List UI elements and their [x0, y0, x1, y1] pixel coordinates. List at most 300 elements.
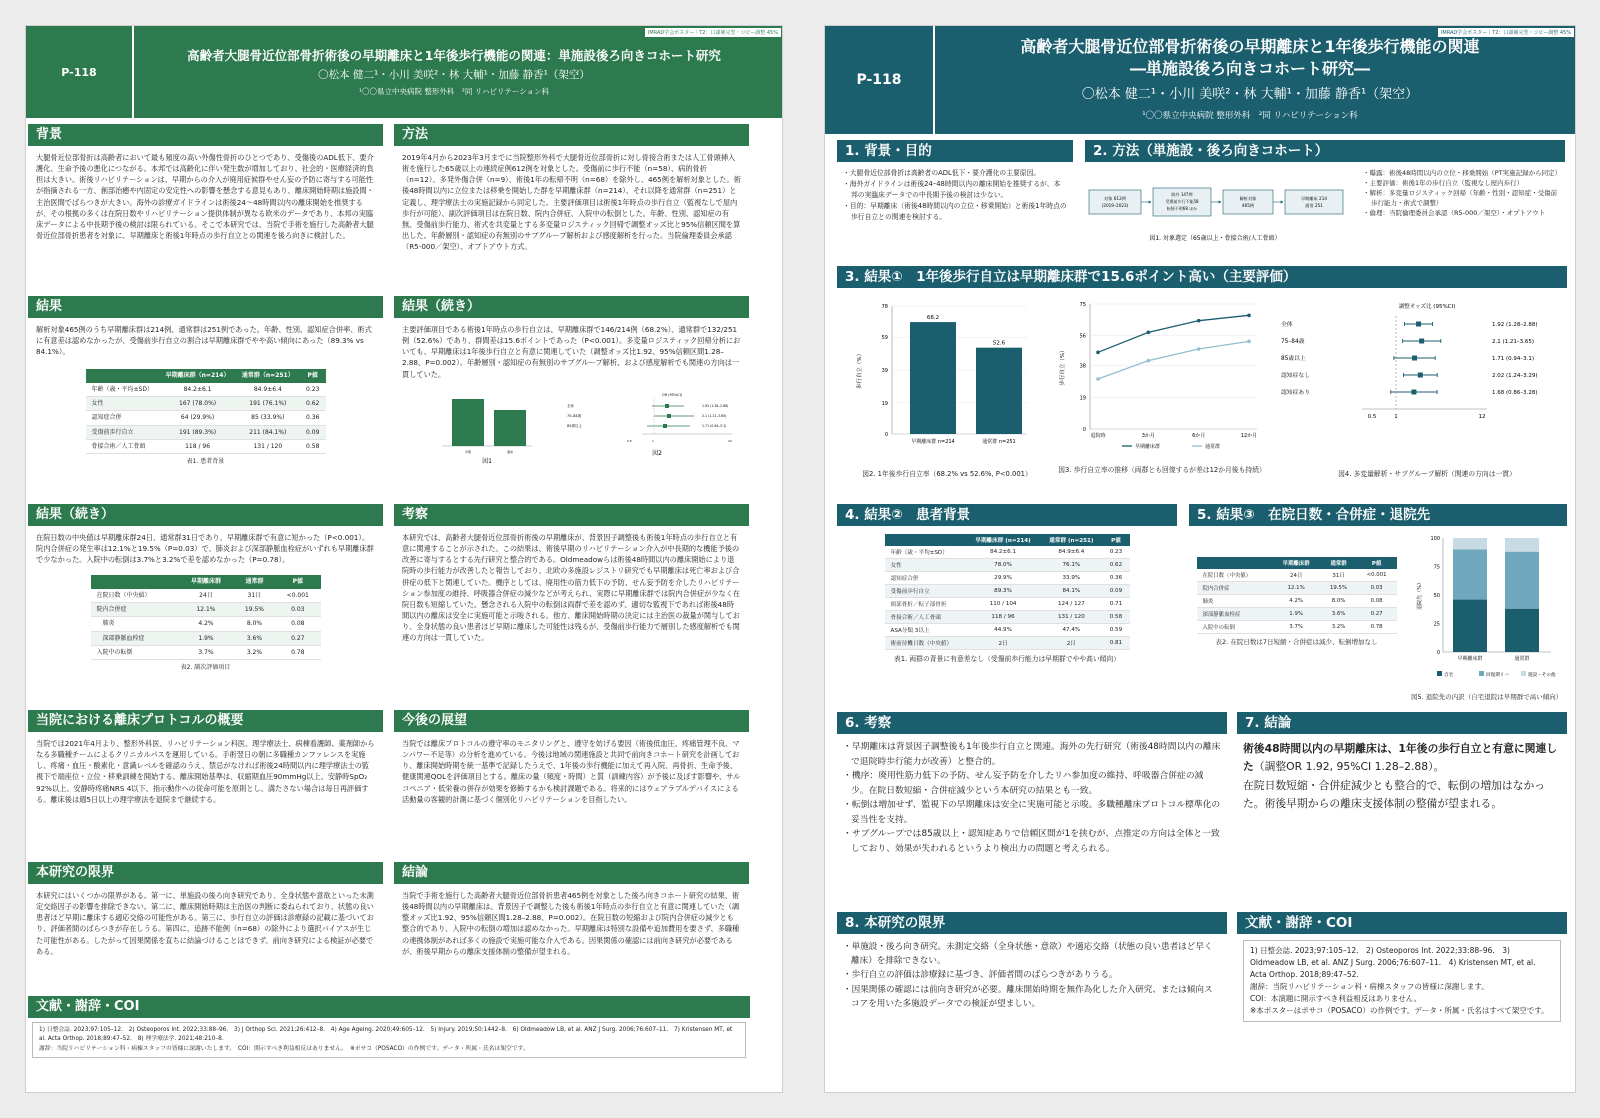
table-cell: 0.23	[300, 383, 326, 397]
stacked-bar-segment	[1453, 600, 1487, 652]
table-header-cell: P値	[275, 575, 320, 588]
odds-ratio-label: 1.71 (0.94–3.1)	[1492, 356, 1535, 362]
bar	[910, 322, 956, 434]
table-row	[1197, 608, 1397, 621]
mini-forest-point	[663, 424, 667, 428]
table-secondary-outcomes	[1197, 557, 1397, 634]
table-cell: 8.0%	[1320, 595, 1356, 608]
section-results-secondary	[1189, 504, 1567, 714]
section-methods	[1085, 140, 1565, 260]
x-tick-label: 0.5	[1367, 414, 1377, 420]
section-title: 結果	[28, 296, 383, 318]
table-cell: 78.0%	[966, 559, 1040, 572]
legend-label: 回復期リハ	[1486, 673, 1509, 678]
table-cell: 124 / 127	[1040, 598, 1102, 611]
subgroup-label: 認知症なし	[1281, 373, 1310, 379]
poster-version-a	[25, 25, 783, 1093]
poster-title-line2: ―単施設後ろ向きコホート研究―	[1129, 58, 1370, 78]
table-cell: 3.7%	[1272, 621, 1321, 634]
list-item: ・ 因果関係の確認には前向き研究が必要。離床開始時期を無作為化した介入研究、または傾向スコアを用いた多施設データでの検証が望ましい。	[843, 983, 1221, 1011]
bar	[976, 348, 1022, 434]
table-cell: 118 / 96	[159, 439, 235, 453]
table-cell: 191 (89.3%)	[159, 425, 235, 439]
table-cell: 0.27	[275, 631, 320, 645]
flow-text: 通常 251	[1305, 203, 1323, 208]
section-text: 主要評価項目である術後1年時点の歩行自立は、早期離床群で146/214例（68.2%）、通常群で132/251例（52.6%）であり、群間差は15.6ポイントであった（P<0.001）。多変量ロジスティック回帰分析においても、早期離床は1年後歩行自立と有意に関連していた（調整オッズ比1.92、95%信頼区間1.28–2.88、P=0.002）。年齢層別・認知症の有無別のサブグループ解析、および感度解析でも関連の方向は一貫していた。	[402, 325, 741, 379]
section-title: 結果（続き）	[394, 296, 749, 318]
section-results-primary	[837, 266, 1567, 496]
table-cell: 3.2%	[234, 645, 275, 659]
table-row	[1197, 621, 1397, 634]
table-cell: 0.08	[1357, 595, 1397, 608]
poster-id: P-118	[26, 26, 134, 118]
section-title: 考察	[394, 504, 749, 526]
table-cell: 84.2±6.1	[966, 546, 1040, 559]
table-row	[91, 603, 321, 617]
bar-value-label: 68.2	[926, 315, 940, 322]
section-title: 本研究の限界	[28, 862, 383, 884]
table-cell: 0.36	[300, 411, 326, 425]
table-row	[885, 546, 1130, 559]
data-point	[1247, 314, 1251, 318]
y-tick-label: 75	[1433, 564, 1440, 571]
authors: 〇松本 健二¹・小川 美咲²・林 大輔¹・加藤 静香¹（架空）	[1081, 87, 1419, 102]
figure1-caption: 図1. 対象選定（65歳以上・骨接合術/人工骨頭）	[1149, 235, 1281, 242]
table-cell: 骨接合術／人工骨頭	[885, 611, 966, 624]
mini-forest-tick: 12	[728, 438, 732, 443]
table-cell: 118 / 96	[966, 611, 1040, 624]
section-title: 結論	[394, 862, 749, 884]
table-cell: 24日	[1272, 569, 1321, 582]
section-text: 在院日数の中央値は早期離床群24日、通常群31日であり、早期離床群で有意に短かった（P<0.001）。院内合併症の発生率は12.1%と19.5%（P=0.03）で、肺炎および深部静脈血栓症がいずれも早期離床群で少なかった。入院中の転倒は3.7%と3.2%で差を認めなかった（P=0.78）。	[36, 533, 374, 565]
odds-ratio-label: 1.68 (0.86–3.28)	[1492, 390, 1538, 396]
legend-label: 施設・その他	[1528, 673, 1556, 678]
table-cell: 3.6%	[1320, 608, 1356, 621]
affiliations: ¹〇〇県立中央病院 整形外科 ²同 リハビリテーション科	[1142, 111, 1358, 121]
mini-forest-tick: 1	[652, 438, 654, 443]
subgroup-label: 85歳以上	[1281, 356, 1306, 362]
data-point	[1247, 340, 1251, 344]
table-row	[885, 637, 1130, 650]
section-background-aim	[837, 140, 1073, 250]
mini-forest-label: 85歳以上	[567, 423, 582, 428]
list-item: ・ 海外ガイドラインは術後24–48時間以内の離床開始を推奨するが、本邦の実臨床データでの中長期予後の検討は少ない。	[843, 179, 1067, 201]
x-tick-label: 通常群	[1514, 656, 1530, 662]
mini-forest-ci: 2.1 (1.21–3.65)	[702, 413, 727, 418]
section-title: 方法	[394, 124, 749, 146]
table-cell: 19.5%	[234, 603, 275, 617]
table-cell: 0.23	[1102, 546, 1129, 559]
table-cell: 院内合併症	[1197, 582, 1272, 595]
section-conclusion	[1237, 712, 1567, 902]
mini-bar-label: 早期	[464, 449, 472, 454]
x-tick-label: 早期離床群 n=214	[911, 439, 955, 445]
poster-version-b	[824, 25, 1576, 1093]
mini-bar-early	[452, 399, 484, 446]
table-secondary-outcomes	[91, 575, 321, 660]
data-point	[1197, 319, 1201, 323]
table-header-cell: 早期離床群（n=214）	[159, 369, 235, 382]
table-caption: 表2. 在院日数は7日短縮・合併症は減少、転倒増加なし	[1215, 638, 1378, 646]
section-text: 2019年4月から2023年3月までに当院整形外科で大腿骨近位部骨折に対し骨接合術または人工骨頭挿入術を施行した65歳以上の連続症例612例を対象とした。受傷前に歩行不能（n=58）、病的骨折（n=12）、多発外傷合併（n=9）、術後1年の転帰不明（n=68）を除外し、465例を解析対象とした。術後48時間以内に立位または移乗を開始した群を早期離床群（n=214）、それ以降を通常群（n=251）と定義し、理学療法士の実施記録から同定した。主要評価項目は術後1年時点の歩行自立（監視なしで屋内歩行が可能）、副次評価項目は在院日数、院内合併症、入院中の転倒とした。年齢、性別、認知症の有無、受傷前歩行能力、術式を共変量とする多変量ロジスティック回帰で調整オッズ比と95%信頼区間を算出した。年齢層別・認知症の有無別のサブグループ解析および感度解析を行った。当院倫理委員会承認（R5-000／架空）、オプトアウト方式。	[402, 153, 741, 252]
y-axis-label: 歩行自立（%）	[857, 350, 863, 390]
flow-box-analysed	[1223, 190, 1273, 214]
mini-figure1-caption: 図1	[482, 457, 492, 465]
flow-text: 465例	[1241, 203, 1255, 208]
table-header-cell: P値	[1357, 557, 1397, 569]
table-cell: 入院中の転倒	[1197, 621, 1272, 634]
table-cell: 肺炎	[1197, 595, 1272, 608]
section-results-background	[837, 504, 1177, 704]
table-caption: 表1. 患者背景	[186, 458, 225, 466]
section-title: 4. 結果② 患者背景	[837, 504, 1177, 526]
y-axis-label: 退院先（%）	[1417, 580, 1423, 610]
list-item: ・ 転倒は増加せず、監視下の早期離床は安全に実施可能と示唆。多職種離床プロトコル標準化の妥当性を支持。	[843, 798, 1221, 827]
table-row	[885, 624, 1130, 637]
table-cell: 0.03	[1357, 582, 1397, 595]
table-cell: 3.2%	[1320, 621, 1356, 634]
data-point	[1147, 359, 1151, 363]
figure5-stacked-bar	[1411, 530, 1561, 690]
section-text: 解析対象465例のうち早期離床群は214例、通常群は251例であった。年齢、性別、認知症合併率、術式に有意差は認めなかったが、受傷前歩行自立の割合は早期離床群でやや高い傾向にあった（89.3% vs 84.1%）。	[36, 325, 372, 357]
table-cell: 3.6%	[234, 631, 275, 645]
list-item: ・ 単施設・後ろ向き研究。未測定交絡（全身状態・意欲）や適応交絡（状態の良い患者ほど早く離床）を排除できない。	[843, 940, 1221, 968]
table-header-cell: 通常群（n=251）	[236, 369, 300, 382]
template-tag: IMRAD学会ポスター｜T2：口頭補完型・コピー調整 45%	[1438, 28, 1574, 37]
y-axis-label: 歩行自立（%）	[1060, 347, 1066, 386]
table-cell: 47.4%	[1040, 624, 1102, 637]
subgroup-label: 75–84歳	[1281, 339, 1305, 345]
table-cell: 19.5%	[1320, 582, 1356, 595]
methods-bullets	[1363, 168, 1563, 218]
table-cell: 受傷前歩行自立	[86, 425, 160, 439]
poster-a-header	[26, 26, 783, 118]
legend-label: 通常群	[1205, 444, 1221, 450]
data-point	[1197, 347, 1201, 351]
section-future	[394, 710, 749, 860]
table-cell: 0.03	[275, 603, 320, 617]
table-cell: 4.2%	[1272, 595, 1321, 608]
section-title: 背景	[28, 124, 383, 146]
table-row	[91, 617, 321, 631]
table-cell: 0.78	[1357, 621, 1397, 634]
y-tick-label: 56	[1079, 333, 1086, 340]
figure2-caption: 図2. 1年後歩行自立率（68.2% vs 52.6%, P<0.001）	[862, 470, 1032, 478]
section-background	[28, 124, 383, 304]
table-cell: 12.1%	[178, 603, 234, 617]
table-cell: 在院日数（中央値）	[1197, 569, 1272, 582]
conclusion-stat: （調整OR 1.92, 95%CI 1.28–2.88）。	[1253, 760, 1445, 774]
references-list: 1) 日整会誌. 2023;97:105–12. 2) Osteoporos Int. 2022;33:88–96. 3) Oldmeadow LB, et al. ANZ J Surg. 2006;76:607–11. 4) Kristensen MT, et al. Acta Orthop. 2018;89:47–52.	[1250, 946, 1536, 979]
y-tick-label: 50	[1433, 593, 1440, 599]
section-title: 8. 本研究の限界	[837, 912, 1227, 934]
odds-ratio-label: 2.02 (1.24–3.29)	[1492, 373, 1538, 379]
table-cell: 認知症合併	[86, 411, 160, 425]
table-header-cell	[86, 369, 160, 382]
mini-forest-ci: 1.71 (0.94–3.1)	[702, 423, 727, 428]
mini-forest-point	[667, 414, 671, 418]
figure4-caption: 図4. 多変量解析・サブグループ解析（関連の方向は一貫）	[1338, 470, 1516, 478]
mini-bar-usual	[494, 410, 526, 446]
section-text: 当院では2021年4月より、整形外科医、リハビリテーション科医、理学療法士、病棟看護師、薬剤師からなる多職種チームによるクリニカルパスを運用している。手術翌日の朝に多職種カンファレンスを実施し、疼痛・血圧・酸素化・意識レベルを確認のうえ、禁忌がなければ術後24時間以内に理学療法士の監視下で端座位・立位・移乗訓練を開始する。離床開始基準は、収縮期血圧90mmHg以上、安静時SpO₂ 92%以上、安静時疼痛NRS 4以下、指示動作への従命可能を原則とし、満たさない場合は毎日再評価する。離床後は週5日以上の理学療法を退院まで継続する。	[36, 739, 375, 804]
flow-text: (2019–2023)	[1101, 203, 1129, 208]
table-cell: <0.001	[275, 589, 320, 603]
y-tick-label: 19	[881, 400, 888, 407]
table-cell: 167 (78.0%)	[159, 397, 235, 411]
table-cell: 2日	[966, 637, 1040, 650]
conclusion-key-finding: 術後48時間以内の早期離床は、1年後の歩行自立と有意に関連した	[1243, 742, 1558, 774]
forest-header: 調整オッズ比 (95%CI)	[1398, 304, 1456, 310]
table-cell: 2日	[1040, 637, 1102, 650]
table-cell: 1.9%	[178, 631, 234, 645]
table-cell: 在院日数（中央値）	[91, 589, 179, 603]
table-cell: 76.1%	[1040, 559, 1102, 572]
table-cell: 0.81	[1102, 637, 1129, 650]
table-cell: 84.9±6.4	[236, 383, 300, 397]
mini-forest-header: OR (95%CI)	[661, 392, 683, 397]
table-cell: 受傷前歩行自立	[885, 585, 966, 598]
odds-ratio-point	[1411, 390, 1416, 395]
mini-bar-chart	[442, 399, 532, 465]
section-protocol	[28, 710, 383, 860]
section-results-cont	[394, 296, 749, 496]
y-tick-label: 75	[1079, 302, 1086, 308]
table-cell: 33.9%	[1040, 572, 1102, 585]
table-cell: 深部静脈血栓症	[91, 631, 179, 645]
x-tick-label: 通常群 n=251	[982, 439, 1016, 445]
odds-ratio-point	[1418, 373, 1423, 378]
legend-swatch	[1479, 671, 1484, 676]
x-tick-label: 12	[1478, 414, 1486, 420]
section-text: 本研究では、高齢者大腿骨近位部骨折術後の早期離床が、背景因子調整後も術後1年時点の歩行自立と有意に関連することが示された。この結果は、術後早期のリハビリテーション介入が中長期的な機能予後の改善に寄与するとする先行研究と整合的である。Oldmeadowらは術後48時間以内の離床開始により退院時の歩行能力が改善したと報告しており、北欧の多施設レジストリ研究でも早期離床は死亡率および合併症の低下と関連していた。機序としては、廃用性の筋力低下の予防、せん妄予防を介したリハビリテーション参加度の維持、呼吸器合併症の減少などが考えられ、実際に早期離床群では院内合併症が少なく在院日数も短縮していた。懸念される入院中の転倒は両群で差を認めず、適切な監視下であれば術後48時間以内の離床は安全に実施可能と示唆される。他方、離床開始時期の決定には主治医の裁量が関与しており、全身状態の良い患者ほど早期に離床した可能性は残るが、受傷前歩行能力で層別した感度解析でも関連の方向は一貫していた。	[402, 533, 741, 643]
odds-ratio-point	[1416, 322, 1421, 327]
list-item: ・ 解析：多変量ロジスティック回帰（年齢・性別・認知症・受傷前歩行能力・術式で調整）	[1363, 188, 1563, 208]
table-cell: 女性	[885, 559, 966, 572]
stacked-bar-segment	[1505, 538, 1539, 552]
x-tick-label: 3か月	[1141, 433, 1155, 439]
table-cell: 1.9%	[1272, 608, 1321, 621]
list-item: ・ 機序：廃用性筋力低下の予防、せん妄予防を介したリハ参加度の維持、呼吸器合併症の減少。在院日数短縮・合併症減少という本研究の結果とも一致。	[843, 769, 1221, 798]
section-title: 結果（続き）	[28, 504, 383, 526]
legend-swatch	[1437, 671, 1442, 676]
table-row	[885, 611, 1130, 624]
table-row	[91, 589, 321, 603]
acknowledgement: 謝辞：当院リハビリテーション科・病棟スタッフの皆様に深謝します。	[1250, 982, 1489, 991]
conclusion-text	[1237, 734, 1567, 813]
section-title: 文献・謝辞・COI	[1237, 912, 1567, 934]
table-cell: 院内合併症	[91, 603, 179, 617]
table-cell: 年齢（歳・平均±SD）	[885, 546, 966, 559]
table-caption: 表2. 副次評価項目	[180, 664, 231, 672]
figure4-forest-plot	[1277, 294, 1567, 464]
table-cell: 0.08	[275, 617, 320, 631]
table-cell: <0.001	[1357, 569, 1397, 582]
legend-swatch	[1521, 671, 1526, 676]
table-header-cell: 早期離床群	[178, 575, 234, 588]
data-point	[1096, 377, 1100, 381]
section-references	[28, 996, 750, 1066]
table-cell: 3.7%	[178, 645, 234, 659]
list-item: ・ 曝露：術後48時間以内の立位・移乗開始（PT実施記録から同定）	[1363, 168, 1563, 178]
odds-ratio-label: 1.92 (1.28–2.88)	[1492, 322, 1538, 328]
section-title: 1. 背景・目的	[837, 140, 1073, 162]
table-header-cell	[91, 575, 179, 588]
table-cell: 191 (76.1%)	[236, 397, 300, 411]
table-cell: 0.62	[1102, 559, 1129, 572]
table-row	[1197, 595, 1397, 608]
mini-forest-ci: 1.92 (1.28–2.88)	[702, 403, 729, 408]
table-cell: 認知症合併	[885, 572, 966, 585]
table-row	[885, 559, 1130, 572]
y-tick-label: 39	[881, 368, 888, 374]
section-text: 当院で手術を施行した高齢者大腿骨近位部骨折患者465例を対象とした後ろ向きコホート研究の結果、術後48時間以内の早期離床は、背景因子で調整した後も術後1年時点の歩行自立と有意に関連していた（調整オッズ比1.92、95%信頼区間1.28–2.88、P=0.002）。在院日数の短縮および院内合併症の減少とも整合的であり、入院中の転倒の増加は認めなかった。早期離床は特別な設備や追加費用を要さず、多職種の連携体制があれば多くの施設で実施可能な介入である。因果関係の確認には前向き研究が必要であるが、術後早期からの離床支援体制の整備が望まれる。	[402, 891, 740, 956]
mini-forest-plot	[567, 393, 732, 457]
template-tag: IMRAD学会ポスター｜T2：口頭補完型・コピー調整 45%	[645, 28, 781, 37]
discussion-bullets	[837, 734, 1227, 856]
table-row	[885, 572, 1130, 585]
figure3-caption: 図3. 歩行自立率の推移（両群とも回復するが差は12か月後も持続）	[1058, 466, 1266, 474]
y-tick-label: 38	[1079, 363, 1086, 370]
section-limitations	[837, 912, 1227, 1052]
table-row	[1197, 569, 1397, 582]
table-caption: 表1. 両群の背景に有意差なし（受傷前歩行能力は早期群でやや高い傾向）	[893, 655, 1121, 663]
table-row	[91, 631, 321, 645]
table-cell: 64 (29.9%)	[159, 411, 235, 425]
table-cell: 0.62	[300, 397, 326, 411]
flow-text: 除外 147例	[1171, 192, 1193, 197]
list-item: ・ 目的：早期離床（術後48時間以内の立位・移乗開始）と術後1年時点の歩行自立との関連を検討する。	[843, 201, 1067, 223]
table-cell: 0.27	[1357, 608, 1397, 621]
table-row	[86, 425, 326, 439]
table-cell: 211 (84.1%)	[236, 425, 300, 439]
table-cell: 0.09	[300, 425, 326, 439]
legend-label: 早期離床群	[1135, 444, 1161, 450]
section-methods	[394, 124, 749, 304]
table-cell: 0.58	[300, 439, 326, 453]
mini-figure2-caption: 図2	[652, 449, 662, 457]
disclaimer-note: ※本ポスターはポサコ（POSACO）の作例です。データ・所属・氏名はすべて架空です。	[1250, 1006, 1549, 1015]
section-discussion	[394, 504, 749, 704]
table-cell: 0.09	[1102, 585, 1129, 598]
x-tick-label: 12か月	[1240, 433, 1258, 439]
x-tick-label: 早期離床群	[1457, 656, 1483, 662]
section-text: 本研究にはいくつかの限界がある。第一に、単施設の後ろ向き研究であり、全身状態や意欲といった未測定交絡因子の影響を排除できない。第二に、離床開始時期は主治医の判断に委ねられており、状態の良い患者ほど早期に離床する適応交絡の可能性がある。第三に、歩行自立の評価は診療録の記載に基づいており、評価者間のばらつきが存在しうる。第四に、追跡不能例（n=68）の除外により選択バイアスが生じた可能性がある。したがって因果関係を直ちに結論づけることはできず、前向き研究による検証が必要である。	[36, 891, 374, 956]
x-tick-label: 6か月	[1192, 433, 1206, 439]
table-cell: 0.71	[1102, 598, 1129, 611]
odds-ratio-point	[1412, 356, 1417, 361]
section-discussion	[837, 712, 1227, 902]
figure3-line-chart	[1052, 294, 1272, 464]
references-list: 1) 日整会誌. 2023;97:105–12. 2) Osteoporos Int. 2022;33:88–96. 3) J Orthop Sci. 2021;26:412–8. 4) Age Ageing. 2020;49:605–12. 5) Injury. 2019;50:1442–8. 6) Oldmeadow LB, et al. ANZ J Surg. 2006;76:607–11. 7) Kristensen MT, et al. Acta Orthop. 2018;89:47–52. 8) 理学療法学. 2021;48:210–8.	[39, 1027, 733, 1043]
section-title: 3. 結果① 1年後歩行自立は早期離床群で15.6ポイント高い（主要評価）	[837, 266, 1567, 288]
table-header-cell	[885, 534, 966, 546]
y-tick-label: 0	[1082, 427, 1086, 433]
table-header-cell: 早期離床群	[1272, 557, 1321, 569]
table-cell: 年齢（歳・平均±SD）	[86, 383, 160, 397]
x-tick-label: 1	[1394, 414, 1398, 420]
table-row	[885, 585, 1130, 598]
flow-diagram	[1085, 166, 1355, 246]
table-cell: ASA分類 3以上	[885, 624, 966, 637]
mini-bar-label: 通常	[506, 449, 514, 454]
stacked-bar-segment	[1505, 609, 1539, 652]
table-cell: 骨接合術／人工骨頭	[86, 439, 160, 453]
odds-ratio-point	[1419, 339, 1424, 344]
flow-box-groups	[1285, 190, 1343, 214]
table-cell: 12.1%	[1272, 582, 1321, 595]
table-cell: 84.2±6.1	[159, 383, 235, 397]
y-tick-label: 19	[1079, 395, 1086, 402]
section-text: 当院では離床プロトコルの遵守率のモニタリングと、遵守を妨げる要因（術後低血圧、疼痛管理不良、マンパワー不足等）の分析を進めている。今後は地域の関連施設と共同で前向きコホート研究を計画しており、離床開始時期を統一基準で記録したうえで、1年後の歩行機能に加えて再入院、再骨折、生命予後、健康関連QOLを評価項目とする。離床の量（頻度・時間）と質（訓練内容）が予後に及ぼす影響や、サルコペニア・低栄養の併存が効果を修飾するかも検討課題である。将来的にはウェアラブルデバイスによる活動量の客観的計測に基づく個別化リハビリテーションを目指したい。	[402, 739, 741, 804]
table-cell: 31日	[1320, 569, 1356, 582]
subgroup-label: 全体	[1281, 322, 1293, 328]
table-header-cell	[1197, 557, 1272, 569]
table-cell: 24日	[178, 589, 234, 603]
table-cell: 8.0%	[234, 617, 275, 631]
y-tick-label: 78	[881, 304, 888, 310]
list-item: ・ 歩行自立の評価は診療録に基づき、評価者間のばらつきがありうる。	[843, 968, 1221, 982]
table-row	[885, 598, 1130, 611]
section-results	[28, 296, 383, 496]
section-title: 6. 考察	[837, 712, 1227, 734]
flow-text: 対象 612例	[1104, 196, 1126, 201]
table-cell: 131 / 120	[236, 439, 300, 453]
table-cell: 110 / 104	[966, 598, 1040, 611]
y-tick-label: 59	[881, 335, 888, 342]
table-cell: 131 / 120	[1040, 611, 1102, 624]
section-title: 当院における離床プロトコルの概要	[28, 710, 383, 732]
section-title: 文献・謝辞・COI	[28, 996, 750, 1018]
mini-forest-label: 75–84歳	[567, 413, 582, 418]
table-row	[86, 383, 326, 397]
poster-title: 高齢者大腿骨近位部骨折術後の早期離床と1年後歩行機能の関連：単施設後ろ向きコホート研究	[187, 48, 721, 63]
flow-text: 受傷前歩行不能58	[1165, 199, 1199, 204]
list-item: ・ サブグループでは85歳以上・認知症ありで信頼区間が1を挟むが、点推定の方向は全体と一致しており、効果が失われるというより検出力の問題と考えられる。	[843, 827, 1221, 856]
legend-label: 自宅	[1444, 673, 1454, 678]
section-title: 今後の展望	[394, 710, 749, 732]
section-results-secondary	[28, 504, 383, 704]
table-cell: 0.59	[1102, 624, 1129, 637]
table-cell: 深部静脈血栓症	[1197, 608, 1272, 621]
list-item: ・ 大腿骨近位部骨折は高齢者のADL低下・要介護化の主要原因。	[843, 168, 1067, 179]
subgroup-label: 認知症あり	[1281, 390, 1310, 396]
mini-forest-tick: 0.5	[627, 438, 632, 443]
y-tick-label: 25	[1433, 621, 1440, 628]
section-conclusion	[394, 862, 749, 982]
mini-forest-label: 全体	[567, 403, 574, 408]
section-title: 7. 結論	[1237, 712, 1567, 734]
x-tick-label: 退院時	[1090, 433, 1106, 439]
flow-text: 転帰不明68 ほか	[1166, 206, 1198, 211]
poster-b-header	[825, 26, 1576, 134]
y-tick-label: 0	[884, 432, 888, 438]
stacked-bar-segment	[1453, 549, 1487, 599]
references-box	[1243, 940, 1561, 1022]
table-cell: 44.9%	[966, 624, 1040, 637]
table-cell: 31日	[234, 589, 275, 603]
section-text: 大腿骨近位部骨折は高齢者において最も頻度の高い外傷性骨折のひとつであり、受傷後のADL低下、要介護化、生命予後の悪化につながる。本邦では高齢化に伴い発生数が増加しており、社会的・医療経済的負担は大きい。術後リハビリテーションは、早期からの介入が廃用症候群やせん妄の予防に寄与する可能性が指摘される一方、創部治癒や内固定の安定性への影響を懸念する意見もあり、離床開始時期は施設間・主治医間でばらつきが大きい。海外の診療ガイドラインは術後24〜48時間以内の離床開始を推奨するが、その根拠の多くは在院日数やリハビリテーション提供体制が異なる欧米のデータであり、本邦の実臨床データによる中長期予後の検討は限られている。そこで本研究では、当院で手術を施行した高齢者大腿骨近位部骨折患者を対象に、早期離床と術後1年時点の歩行自立との関連を後ろ向きに検討した。	[36, 153, 374, 241]
table-cell: 頸部骨折／転子部骨折	[885, 598, 966, 611]
table-patient-background	[86, 369, 326, 454]
poster-title	[945, 36, 1555, 79]
table-cell: 肺炎	[91, 617, 179, 631]
section-references	[1237, 912, 1567, 1062]
table-patient-background	[885, 534, 1130, 650]
table-cell: 84.9±6.4	[1040, 546, 1102, 559]
list-item: ・ 倫理：当院倫理委員会承認（R5-000／架空）・オプトアウト	[1363, 208, 1563, 218]
table-cell: 85 (33.9%)	[236, 411, 300, 425]
series-line	[1098, 315, 1249, 352]
